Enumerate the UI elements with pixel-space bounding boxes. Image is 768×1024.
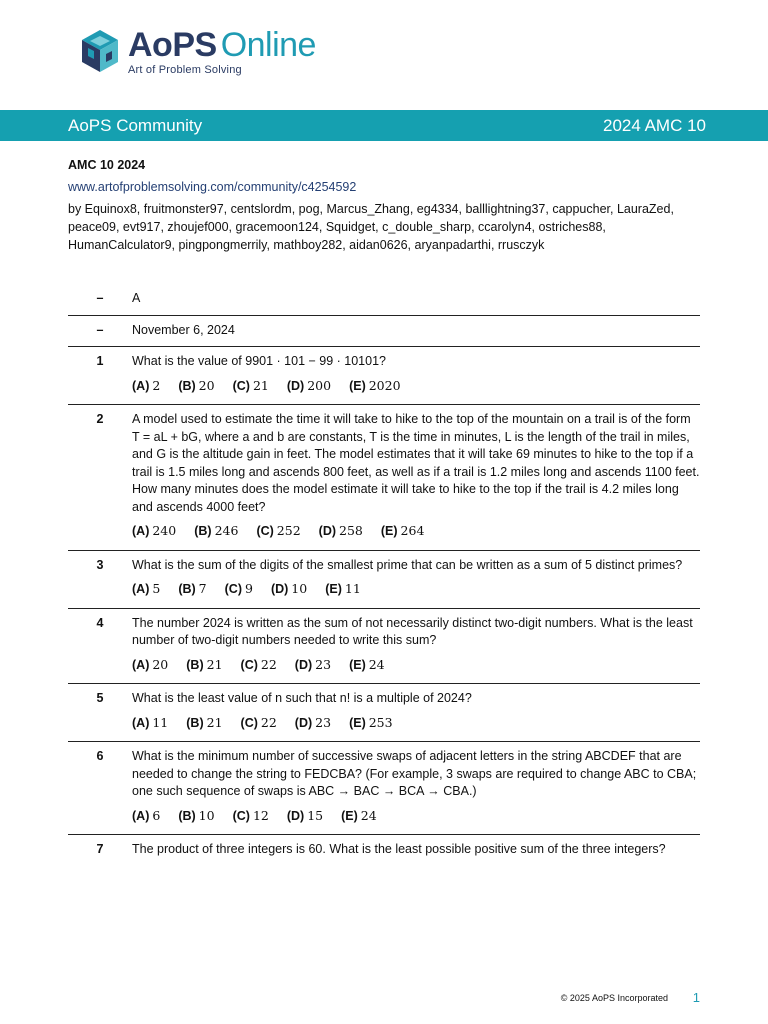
logo-aops: AoPS xyxy=(128,26,217,64)
choice-label: (B) xyxy=(178,808,196,823)
problem-body xyxy=(132,557,700,601)
choice-label: (E) xyxy=(325,582,342,596)
problem-row xyxy=(68,684,700,742)
problem-row xyxy=(68,835,700,866)
choice-label: (A) xyxy=(132,524,150,538)
choice-label: (E) xyxy=(349,715,366,730)
answer-choice xyxy=(178,580,206,599)
answer-choice xyxy=(194,522,238,541)
answer-choice xyxy=(295,714,331,733)
problem-text: What is the least value of n such that n! is a multiple of 2024? xyxy=(132,691,472,705)
choice-label: (C) xyxy=(232,378,250,393)
choice-value: 2 xyxy=(152,377,161,393)
problem-body xyxy=(132,615,700,677)
answer-choice xyxy=(132,807,160,826)
answer-choices xyxy=(132,656,700,675)
answer-choice xyxy=(186,714,222,733)
copyright-text: © 2025 AoPS Incorporated xyxy=(560,993,668,1003)
choice-value: 246 xyxy=(214,523,239,538)
choice-label: (E) xyxy=(349,378,366,393)
problem-text: What is the value of 9901 · 101 − 99 · 10101? xyxy=(132,354,386,368)
problem-row xyxy=(68,347,700,405)
answer-choice xyxy=(178,807,214,826)
answer-choices xyxy=(132,714,700,733)
banner-contest-label: 2024 AMC 10 xyxy=(602,115,706,135)
choice-label: (A) xyxy=(132,582,150,596)
contest-title: AMC 10 2024 xyxy=(68,158,146,172)
choice-label: (C) xyxy=(224,582,242,596)
answer-choice xyxy=(241,656,277,675)
choice-label: (B) xyxy=(186,657,204,672)
choice-value: 6 xyxy=(152,807,161,823)
choice-label: (A) xyxy=(132,715,150,730)
answer-choice xyxy=(132,714,168,733)
choice-value: 21 xyxy=(206,714,223,730)
answer-choice xyxy=(241,714,277,733)
choice-label: (A) xyxy=(132,808,150,823)
problem-body xyxy=(132,322,700,340)
answer-choice xyxy=(349,714,393,733)
choice-label: (A) xyxy=(132,378,150,393)
contest-authors: by Equinox8, fruitmonster97, centslordm, pog, Marcus_Zhang, eg4334, balllightning37, cappucher, LauraZed, peace09, evt917, zhoujef000, gracemoon124, Squidget, c_double_sharp, ccarolyn4, ostriches88, HumanCalculator9, pingpongmerrily, mathboy282, aidan0626, aryanpadarthi, rrusczyk xyxy=(68,202,674,252)
problem-row xyxy=(68,551,700,609)
problem-row xyxy=(68,284,700,316)
choice-value: 11 xyxy=(344,581,361,596)
problem-text: The product of three integers is 60. What is the least possible positive sum of the three integers? xyxy=(132,842,666,856)
problem-number: 7 xyxy=(96,842,104,856)
choice-label: (B) xyxy=(178,378,196,393)
page-footer xyxy=(0,990,768,1010)
choice-value: 11 xyxy=(152,714,169,730)
choice-label: (A) xyxy=(132,657,150,672)
choice-label: (B) xyxy=(178,582,196,596)
problem-body xyxy=(132,690,700,734)
problem-number: 2 xyxy=(96,412,104,426)
problem-row xyxy=(68,609,700,685)
choice-label: (D) xyxy=(286,378,305,393)
problem-row xyxy=(68,405,700,551)
choice-value: 2020 xyxy=(368,377,401,393)
logo-online: Online xyxy=(220,26,316,64)
answer-choice xyxy=(325,580,361,599)
problem-text: What is the sum of the digits of the smallest prime that can be written as a sum of 5 distinct primes? xyxy=(132,557,683,572)
answer-choice xyxy=(225,580,253,599)
answer-choice xyxy=(287,807,323,826)
choice-label: (D) xyxy=(318,524,337,538)
answer-choice xyxy=(256,522,300,541)
choice-value: 252 xyxy=(276,523,301,538)
choice-value: 21 xyxy=(206,656,223,672)
choice-value: 20 xyxy=(198,377,215,393)
problem-row xyxy=(68,316,700,348)
community-banner xyxy=(0,110,768,141)
problem-text: A model used to estimate the time it will take to hike to the top of the mountain on a trail is of the form T = aL + bG, where a and b are constants, T is the time in minutes, L is the length of the trail in miles, and G is the altitude gain in feet. The model estimates that it will take 69 minutes to hike to the top if a trail is 1.5 miles long and ascends 800 feet, as well as if a trail is 1.2 miles long and ascends 1100 feet. How many minutes does the model estimate it will take to hike to the top if the trail is 4.2 miles long and ascends 4000 feet? xyxy=(132,412,700,514)
problem-body xyxy=(132,841,700,859)
answer-choice xyxy=(132,522,176,541)
answer-choice xyxy=(381,522,425,541)
problem-number: 6 xyxy=(96,749,104,763)
answer-choice xyxy=(349,377,400,396)
choice-label: (B) xyxy=(194,524,212,538)
problem-body xyxy=(132,411,700,543)
problem-number: 5 xyxy=(96,691,104,705)
problem-number: – xyxy=(96,322,104,337)
problem-text: The number 2024 is written as the sum of not necessarily distinct two-digit numbers. What is the least number of two-digit numbers needed to write this sum? xyxy=(132,615,693,647)
problem-text: A xyxy=(132,291,141,305)
answer-choice xyxy=(178,377,214,396)
choice-value: 12 xyxy=(252,807,269,823)
problem-number: 1 xyxy=(96,354,104,368)
page-number: 1 xyxy=(692,990,700,1005)
answer-choices xyxy=(132,807,700,826)
contest-url-link[interactable]: www.artofproblemsolving.com/community/c4254592 xyxy=(68,180,357,194)
answer-choices xyxy=(132,377,700,396)
banner-community-label: AoPS Community xyxy=(68,115,203,135)
choice-label: (D) xyxy=(286,808,305,823)
answer-choice xyxy=(186,656,222,675)
choice-value: 10 xyxy=(198,807,215,823)
choice-value: 22 xyxy=(260,656,277,672)
problem-body xyxy=(132,748,700,827)
choice-label: (D) xyxy=(294,657,313,672)
choice-value: 264 xyxy=(400,523,425,538)
problem-text: What is the minimum number of successive swaps of adjacent letters in the string ABCDEF that are needed to change the string to FEDCBA? (For example, 3 swaps are required to change ABC to CBA; one such sequence of swaps is ABC → BAC → BCA → CBA.) xyxy=(132,749,697,798)
contest-header xyxy=(68,156,704,254)
choice-label: (E) xyxy=(349,657,366,672)
choice-label: (C) xyxy=(240,657,258,672)
logo-subtitle: Art of Problem Solving xyxy=(128,64,242,76)
aops-cube-icon xyxy=(80,28,120,74)
choice-label: (E) xyxy=(380,524,398,538)
answer-choice xyxy=(132,580,160,599)
answer-choices xyxy=(132,580,700,599)
choice-value: 9 xyxy=(244,581,253,596)
choice-value: 10 xyxy=(291,581,308,596)
choice-value: 5 xyxy=(152,581,161,596)
answer-choice xyxy=(132,377,160,396)
choice-value: 200 xyxy=(307,377,332,393)
choice-value: 7 xyxy=(198,581,207,596)
choice-value: 15 xyxy=(307,807,324,823)
answer-choice xyxy=(233,807,269,826)
answer-choice xyxy=(349,656,385,675)
choice-value: 24 xyxy=(360,807,377,823)
problem-row xyxy=(68,742,700,835)
problem-number: 3 xyxy=(96,557,104,572)
choice-label: (B) xyxy=(186,715,204,730)
answer-choice xyxy=(295,656,331,675)
choice-value: 20 xyxy=(152,656,169,672)
problem-body xyxy=(132,353,700,397)
choice-label: (C) xyxy=(256,524,274,538)
answer-choice xyxy=(233,377,269,396)
answer-choice xyxy=(271,580,307,599)
answer-choice xyxy=(341,807,377,826)
logo-wordmark xyxy=(128,26,316,64)
choice-value: 24 xyxy=(368,656,385,672)
choice-label: (C) xyxy=(232,808,250,823)
choice-value: 22 xyxy=(260,714,277,730)
choice-label: (D) xyxy=(270,582,289,596)
problem-number: 4 xyxy=(96,615,104,630)
answer-choices xyxy=(132,522,700,541)
answer-choice xyxy=(319,522,363,541)
choice-value: 258 xyxy=(339,523,363,538)
problem-list xyxy=(68,284,700,866)
choice-value: 253 xyxy=(368,714,393,730)
choice-value: 240 xyxy=(152,523,177,538)
answer-choice xyxy=(132,656,168,675)
choice-value: 23 xyxy=(315,714,332,730)
choice-label: (D) xyxy=(294,715,313,730)
choice-value: 23 xyxy=(315,656,332,672)
choice-label: (C) xyxy=(240,715,258,730)
problem-text: November 6, 2024 xyxy=(132,322,235,337)
answer-choice xyxy=(287,377,331,396)
problem-number: – xyxy=(96,291,104,305)
choice-label: (E) xyxy=(341,808,358,823)
aops-online-logo xyxy=(80,26,316,82)
problem-body xyxy=(132,290,700,308)
choice-value: 21 xyxy=(252,377,269,393)
